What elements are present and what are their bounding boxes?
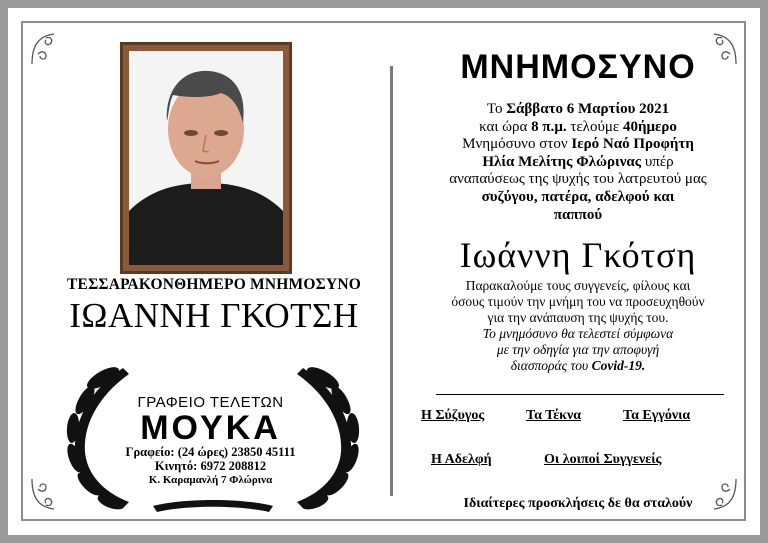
request-line: Παρακαλούμε τους συγγενείς, φίλους και [465,278,691,293]
portrait-icon [129,51,283,265]
announcement-line: Μνημόσυνο στον Ιερό Ναό Προφήτη [462,136,694,153]
funeral-home-mobile: Κινητό: 6972 208812 [154,459,267,473]
signature-relatives: Οι λοιποί Συγγενείς [544,452,662,467]
request-line: για την ανάπαυση της ψυχής του. [487,310,669,325]
funeral-home-label: ΓΡΑΦΕΙΟ ΤΕΛΕΤΩΝ [137,394,284,411]
corner-ornament-icon [28,475,68,515]
memorial-card [8,8,760,535]
announcement-text [413,101,743,224]
portrait-frame [120,42,292,274]
covid-note-line: διασποράς του Covid-19. [510,358,646,373]
no-invitations-note: Ιδιαίτερες προσκλήσεις δε θα σταλούν [463,496,693,511]
announcement-line: και ώρα 8 π.μ. τελούμε 40ήμερο [479,118,677,135]
funeral-home-address: Κ. Καραμανλή 7 Φλώρινα [148,474,273,486]
funeral-home-block [83,394,338,487]
signature-children: Τα Τέκνα [526,408,582,423]
covid-note-line: Το μνημόσυνο θα τελεστεί σύμφωνα [482,326,674,341]
covid-note-line: με την οδηγία για την αποφυγή [496,342,660,357]
deceased-name-caps: ΙΩΑΝΝΗ ΓΚΟΤΣΗ [69,296,359,335]
signature-grandchildren: Τα Εγγόνια [623,408,691,423]
signature-separator [436,394,724,395]
announcement-line: αναπαύσεως της ψυχής του λατρευτού μας [449,171,707,188]
funeral-home-name: ΜΟΥΚΑ [140,409,281,447]
corner-ornament-icon [28,28,68,68]
announcement-line: συζύγου, πατέρα, αδελφού και [481,188,675,205]
signature-spouse: Η Σύζυγος [421,408,485,423]
announcement-line: παππού [553,206,603,223]
memorial-heading: ΜΝΗΜΟΣΥΝΟ [460,48,696,86]
announcement-line: Το Σάββατο 6 Μαρτίου 2021 [486,101,670,117]
memorial-subtitle: ΤΕΣΣΑΡΑΚΟΝΘΗΜΕΡΟ ΜΝΗΜΟΣΥΝΟ [67,276,361,293]
funeral-home-phone: Γραφείο: (24 ώρες) 23850 45111 [125,445,296,459]
signature-sister: Η Αδελφή [431,452,492,467]
request-line: όσους τιμούν την μνήμη του να προσευχηθούν [451,294,705,309]
deceased-name: Ιωάννη Γκότση [459,235,697,275]
portrait-photo [129,51,283,265]
vertical-divider [390,66,393,496]
announcement-line: Ηλία Μελίτης Φλώρινας υπέρ [482,153,674,170]
request-text [413,278,743,374]
